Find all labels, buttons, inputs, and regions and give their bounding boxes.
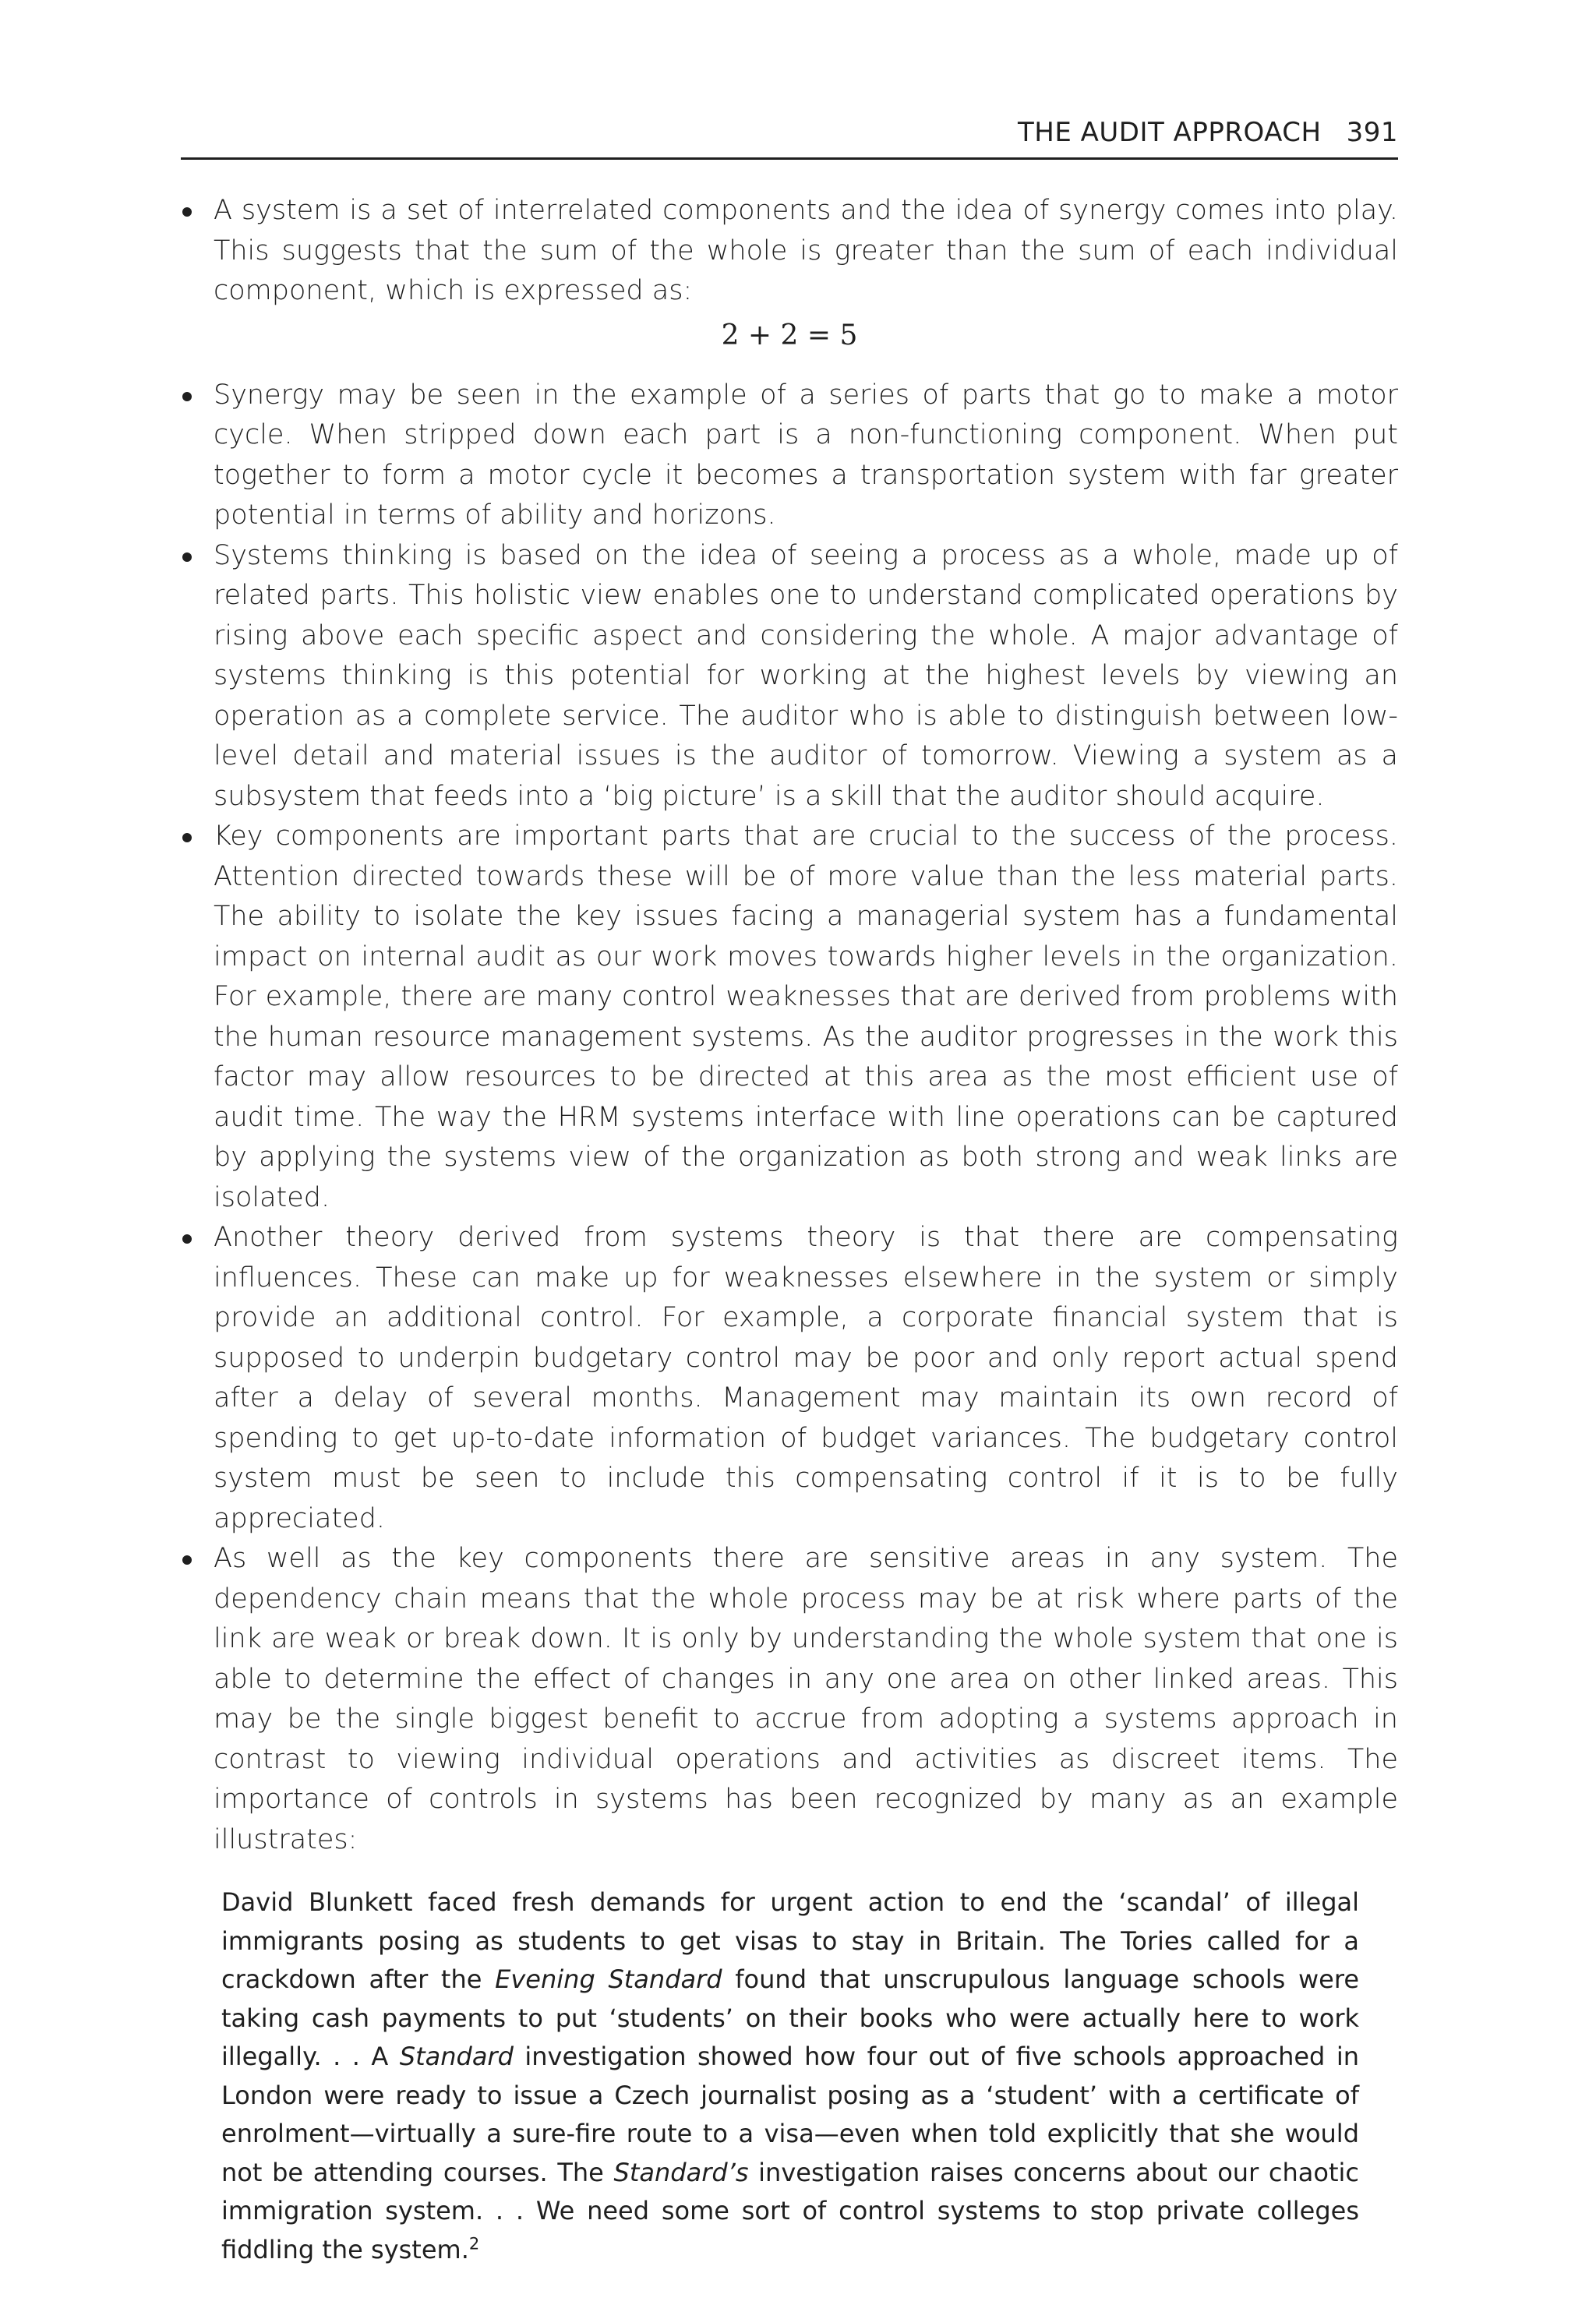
bullet-dot-icon — [182, 833, 192, 842]
bullet-dot-icon — [182, 392, 192, 401]
quote-italic-standard: Standard — [399, 2042, 514, 2071]
bullet-text: Another theory derived from systems theory is that there are compensating influences. These can make up for weaknesses elsewhere in the system or simply provide an additional control. For example, a corporate financial system that is supposed to underpin budgetary control may be poor and only report actual spend after a delay of several months. Management may maintain its own record of spending to get up-to-date information of budget variances. The budgetary control system must be seen to include this compensating control if it is to be fully appreciated. — [214, 1222, 1398, 1534]
quote-italic-evening-standard: Evening Standard — [495, 1964, 722, 1994]
bullet-item-synergy-example — [181, 376, 1398, 536]
bullet-text: Key components are important parts that are crucial to the success of the process. Attention directed towards these will be of more value than the less material parts. The ability to isolate the key issues facing a managerial system has a fundamental impact on internal audit as our work moves towards higher levels in the organization. For example, there are many control weaknesses that are derived from problems with the human resource management systems. As the auditor progresses in the work this factor may allow resources to be directed at this area as the most efficient use of audit time. The way the HRM systems interface with line operations can be captured by applying the systems view of the organization as both strong and weak links are isolated. — [214, 821, 1398, 1213]
bullet-item-sensitive-areas — [181, 1539, 1398, 1860]
quote-text: investigation showed how four out of five schools approached in London were ready to issue a Czech journalist posing as a ‘student’ with a certificate of enrolment—virtually a sure-fire route to a visa—even when told explicitly that she would not be attending courses. The — [221, 2042, 1360, 2187]
bullet-dot-icon — [182, 1555, 192, 1565]
synergy-formula: 2 + 2 = 5 — [721, 319, 858, 351]
page — [181, 117, 1398, 2269]
bullet-list — [181, 191, 1398, 1860]
bullet-dot-icon — [182, 1234, 192, 1244]
bullet-text: As well as the key components there are sensitive areas in any system. The dependency chain means that the whole process may be at risk where parts of the link are weak or break down. It is only by understanding the whole system that one is able to determine the effect of changes in any one area on other linked areas. This may be the single biggest benefit to accrue from adopting a systems approach in contrast to viewing individual operations and activities as discreet items. The importance of controls in systems has been recognized by many as an example illustrates: — [214, 1543, 1398, 1855]
quote-text: found that unscrupulous language schools were taking cash payments to put ‘students’ on their books who were actually here to work illegally. . . A — [221, 1964, 1360, 2071]
body-content — [181, 191, 1398, 2269]
block-quote — [221, 1883, 1359, 2269]
quote-text: investigation raises concerns about our chaotic immigration system. . . We need some sort of control systems to stop private colleges fiddling the system. — [221, 2157, 1360, 2264]
bullet-text: A system is a set of interrelated components and the idea of synergy comes into play. This suggests that the sum of the whole is greater than the sum of each individual component, which is expressed as: — [214, 195, 1398, 306]
page-number: 391 — [1346, 117, 1398, 148]
bullet-item-systems-thinking — [181, 536, 1398, 817]
running-head-title: THE AUDIT APPROACH — [1018, 117, 1322, 148]
footnote-marker[interactable]: 2 — [468, 2233, 480, 2253]
bullet-dot-icon — [182, 552, 192, 562]
bullet-text: Systems thinking is based on the idea of seeing a process as a whole, made up of related parts. This holistic view enables one to understand complicated operations by rising above each specific aspect and considering the whole. A major advantage of systems thinking is this potential for working at the highest levels by viewing an operation as a complete service. The auditor who is able to distinguish between low-level detail and material issues is the auditor of tomorrow. Viewing a system as a subsystem that feeds into a ‘big picture’ is a skill that the auditor should acquire. — [214, 539, 1398, 812]
running-head — [181, 117, 1398, 160]
bullet-item-system-definition — [181, 191, 1398, 358]
bullet-dot-icon — [182, 207, 192, 217]
bullet-item-compensating-influences — [181, 1218, 1398, 1539]
quote-italic-standards: Standard’s — [613, 2157, 749, 2187]
bullet-text: Synergy may be seen in the example of a series of parts that go to make a motor cycle. When stripped down each part is a non-functioning component. When put together to form a motor cycle it becomes a transportation system with far greater potential in terms of ability and horizons. — [214, 379, 1398, 531]
quote-text: David Blunkett faced fresh demands for urgent action to end the ‘scandal’ of illegal immigrants posing as students to get visas to stay in Britain. The Tories called for a crackdown after the — [221, 1887, 1359, 1994]
bullet-item-key-components — [181, 817, 1398, 1218]
